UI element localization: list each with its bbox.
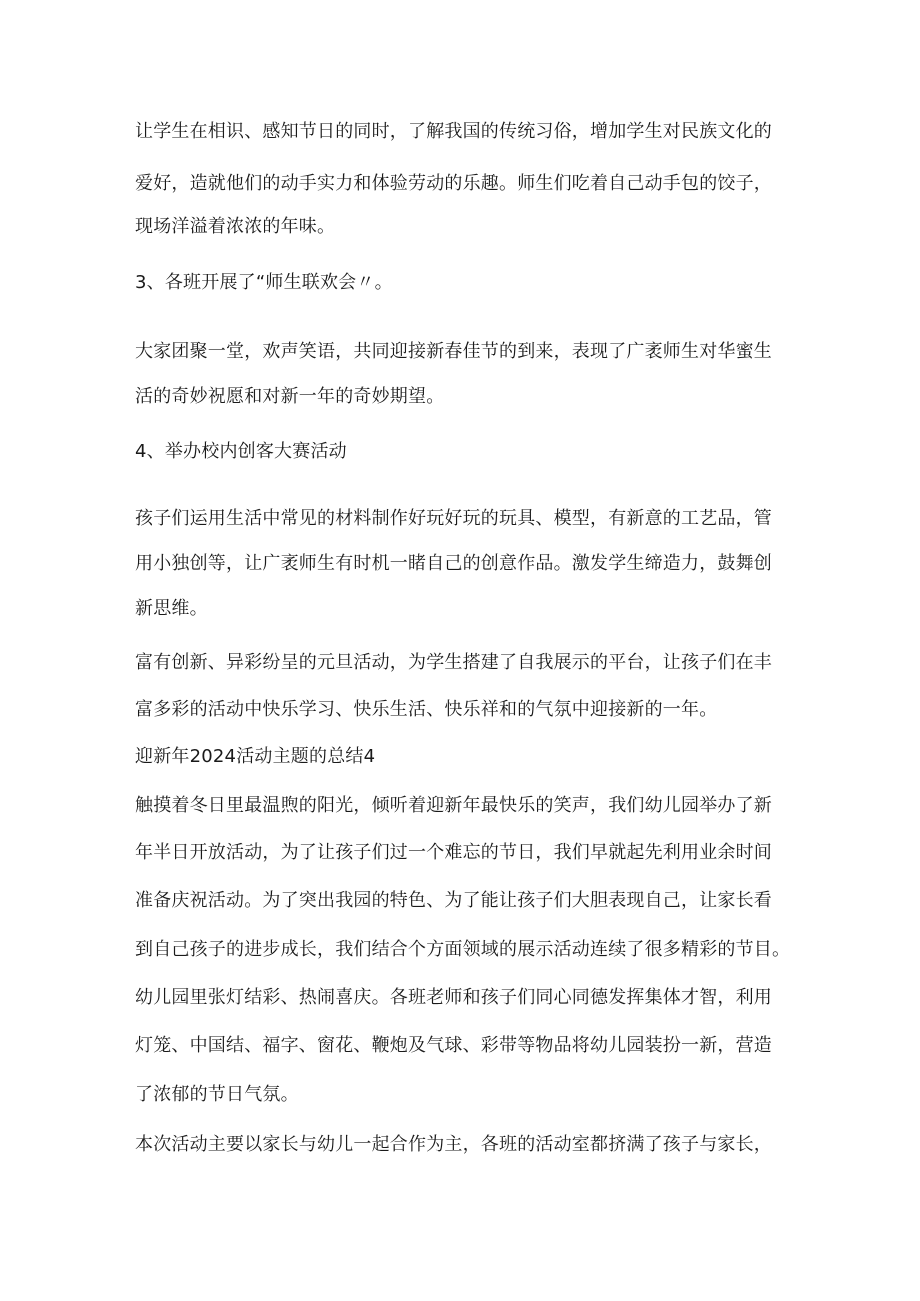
paragraph-line: 活的奇妙祝愿和对新一年的奇妙期望。 [135,386,445,407]
paragraph-line: 年半日开放活动，为了让孩子们过一个难忘的节日，我们早就起先利用业余时间 [135,842,772,863]
paragraph-line: 用小独创等，让广袤师生有时机一睹自己的创意作品。激发学生缔造力，鼓舞创 [135,553,772,574]
paragraph-line: 孩子们运用生活中常见的材料制作好玩好玩的玩具、模型，有新意的工艺品，管 [135,508,772,529]
paragraph-line: 现场洋溢着浓浓的年味。 [135,216,336,237]
paragraph-line: 到自己孩子的进步成长，我们结合个方面领域的展示活动连续了很多精彩的节目。 [135,939,791,960]
paragraph-line: 幼儿园里张灯结彩、热闹喜庆。各班老师和孩子们同心同德发挥集体才智，利用 [135,987,772,1008]
paragraph-line: 本次活动主要以家长与幼儿一起合作为主，各班的活动室都挤满了孩子与家长， [135,1134,772,1155]
paragraph-line: 灯笼、中国结、福字、窗花、鞭炮及气球、彩带等物品将幼儿园装扮一新，营造 [135,1035,772,1056]
paragraph-line: 大家团聚一堂，欢声笑语，共同迎接新春佳节的到来，表现了广袤师生对华蜜生 [135,341,772,362]
paragraph-line: 让学生在相识、感知节日的同时，了解我国的传统习俗，增加学生对民族文化的 [135,121,772,142]
paragraph-line: 爱好，造就他们的动手实力和体验劳动的乐趣。师生们吃着自己动手包的饺子， [135,173,772,194]
paragraph-line: 富多彩的活动中快乐学习、快乐生活、快乐祥和的气氛中迎接新的一年。 [135,699,718,720]
section-title: 迎新年2024活动主题的总结4 [135,746,376,767]
section-heading: 4、举办校内创客大赛活动 [135,441,347,462]
paragraph-line: 了浓郁的节日气氛。 [135,1084,299,1105]
paragraph-line: 新思维。 [135,598,208,619]
paragraph-line: 准备庆祝活动。为了突出我园的特色、为了能让孩子们大胆表现自己，让家长看 [135,890,772,911]
section-heading: 3、各班开展了“师生联欢会〃。 [135,272,393,293]
paragraph-line: 富有创新、异彩纷呈的元旦活动，为学生搭建了自我展示的平台，让孩子们在丰 [135,652,772,673]
paragraph-line: 触摸着冬日里最温煦的阳光，倾听着迎新年最快乐的笑声，我们幼儿园举办了新 [135,795,772,816]
